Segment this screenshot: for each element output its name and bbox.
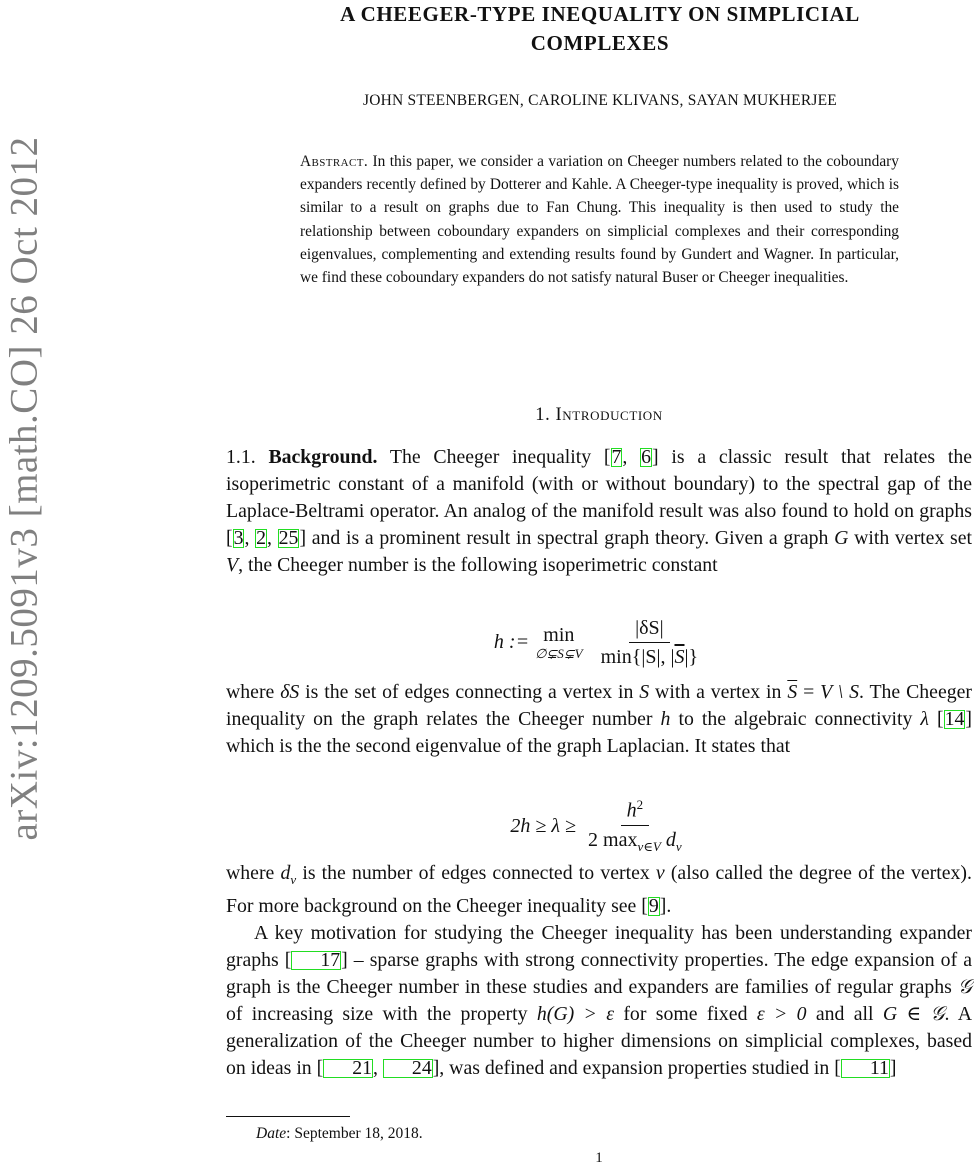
text: of increasing size with the property <box>226 1002 537 1025</box>
text: , <box>622 446 641 468</box>
eq-fraction <box>582 793 688 859</box>
text: ] which is the the second eigenvalue of the graph Laplacian. It states that <box>226 708 972 757</box>
text: , <box>244 527 256 549</box>
citation-link[interactable]: 11 <box>841 1059 890 1078</box>
subsection-title: Background. <box>268 446 378 468</box>
author-list: JOHN STEENBERGEN, CAROLINE KLIVANS, SAYAN MUKHERJEE <box>363 92 837 109</box>
text: . A generalization of the Cheeger number to higher dimensions on simplicial complexes, based on ideas in [ <box>226 1002 973 1079</box>
eq-lhs: h := <box>493 630 530 653</box>
abstract-text: In this paper, we consider a variation on Cheeger numbers related to the coboundary expanders recently defined by Dotterer and Kahle. A Cheeger-type inequality is proved, which is similar to a result on graphs due to Fan Chung. This inequality is then used to study the relationship between coboundary expanders on simplicial complexes and their corresponding eigenvalues, complementing and extending results found by Gundert and Wagner. In particular, we find these coboundary expanders do not satisfy natural Buser or Cheeger inequalities. <box>300 153 899 287</box>
text: , <box>373 1056 383 1079</box>
eq-numerator: |δS| <box>629 616 670 643</box>
math-var: d <box>665 828 676 851</box>
arxiv-stamp-text: arXiv:1209.5091v3 [math.CO] 26 Oct 2012 <box>2 135 46 841</box>
paragraph-background <box>226 444 972 579</box>
text: , <box>267 527 278 549</box>
text: ] – sparse graphs with strong connectivity properties. The edge expansion of a graph is the Cheeger number in these studies and expanders are families of regular graphs <box>226 948 972 998</box>
text: A key motivation for studying the Cheeger inequality has been understanding expander graphs [ <box>226 921 972 971</box>
page-number: 1 <box>595 1150 603 1166</box>
math-var: d <box>280 862 291 884</box>
footnote-date <box>256 1125 423 1143</box>
citation-link[interactable]: 2 <box>256 527 267 549</box>
eq-denominator <box>595 643 704 669</box>
eq-lhs: 2h ≥ λ ≥ <box>510 814 577 837</box>
subsection-number: 1.1. <box>226 446 256 468</box>
math-var: ε > 0 <box>756 1002 807 1025</box>
section-title: Introduction <box>555 405 663 425</box>
math-var: δS <box>280 681 300 703</box>
eq-fraction <box>595 616 704 669</box>
citation-link[interactable]: 7 <box>611 446 622 468</box>
text: and all <box>806 1002 883 1025</box>
text: ] and is a prominent result in spectral graph theory. Given a graph <box>299 527 835 549</box>
section-heading-introduction <box>226 405 972 426</box>
text: where <box>226 681 281 703</box>
subscript: v <box>290 871 297 887</box>
citation-link[interactable]: 24 <box>383 1059 433 1078</box>
paper-title <box>260 0 940 58</box>
citation-link[interactable]: 9 <box>648 894 659 917</box>
math-var: h <box>626 799 637 822</box>
eq-min-operator <box>535 624 583 661</box>
math-var: h <box>660 708 671 730</box>
math-var: V <box>226 554 239 576</box>
math-var: v <box>655 862 665 884</box>
text: The Cheeger inequality [ <box>389 446 611 468</box>
title-line-2: COMPLEXES <box>530 31 670 55</box>
math-var: 𝒢 <box>957 975 972 998</box>
text: (also called the degree of the vertex). For more background on the Cheeger inequality see [ <box>226 862 972 917</box>
text: min{|S|, | <box>600 645 675 668</box>
text: , the Cheeger number is the following isoperimetric constant <box>238 554 718 576</box>
math-var: G <box>834 527 849 549</box>
paragraph-motivation <box>226 860 972 1082</box>
text: |} <box>684 645 699 668</box>
footnote-label: Date <box>256 1125 287 1142</box>
section-number: 1. <box>535 405 551 425</box>
equation-cheeger-number <box>226 612 972 672</box>
eq-denominator <box>582 826 688 859</box>
text: ], was defined and expansion properties studied in [ <box>432 1056 841 1079</box>
eq-numerator <box>621 793 650 826</box>
subscript: v <box>675 838 682 854</box>
math-var: $\overline{S}$ <box>674 645 685 668</box>
arxiv-identifier-stamp <box>2 110 46 866</box>
citation-link[interactable]: 3 <box>233 527 244 549</box>
citation-link[interactable]: 21 <box>323 1059 373 1078</box>
text: for some fixed <box>614 1002 757 1025</box>
paragraph-definitions <box>226 679 972 760</box>
subscript: v∈V <box>637 838 661 854</box>
citation-link[interactable]: 6 <box>641 446 652 468</box>
text: ] <box>889 1056 897 1079</box>
text: with a vertex in <box>649 681 788 703</box>
math-var: λ <box>920 708 929 730</box>
math-var: h(G) > ε <box>536 1002 615 1025</box>
text: with vertex set <box>848 527 973 549</box>
eq-op-subscript: ∅⊊S⊊V <box>535 645 583 661</box>
text: [ <box>928 708 944 730</box>
abstract <box>300 150 899 289</box>
math-var: G ∈ 𝒢 <box>882 1002 945 1025</box>
citation-link[interactable]: 17 <box>291 951 341 970</box>
text: ]. <box>659 894 672 917</box>
text: is the number of edges connected to vertex <box>296 862 656 884</box>
text: = <box>797 681 821 703</box>
math-var: S <box>639 681 650 703</box>
text: to the algebraic connectivity <box>670 708 921 730</box>
math-var: $\overline{S}$ <box>787 681 798 703</box>
footnote-divider <box>226 1116 350 1117</box>
eq-op: min <box>543 623 575 646</box>
footnote-text: : September 18, 2018. <box>286 1125 423 1142</box>
text: is the set of edges connecting a vertex in <box>299 681 640 703</box>
text: ] is a classic result that relates the isoperimetric constant of a manifold (with or without boundary) to the spectral gap of the Laplace-Beltrami operator. An analog of the manifold result was also found to hold on graphs [ <box>226 446 973 549</box>
title-line-1: A CHEEGER-TYPE INEQUALITY ON SIMPLICIAL <box>340 2 860 26</box>
superscript: 2 <box>636 797 644 813</box>
math-var: V \ S <box>820 681 859 703</box>
abstract-label: Abstract. <box>300 153 369 170</box>
text: where <box>226 862 281 884</box>
text: . The Cheeger inequality on the graph relates the Cheeger number <box>226 681 972 730</box>
citation-link[interactable]: 25 <box>278 527 299 549</box>
text: 2 max <box>588 828 638 851</box>
citation-link[interactable]: 14 <box>944 708 965 730</box>
equation-cheeger-inequality <box>226 796 972 856</box>
